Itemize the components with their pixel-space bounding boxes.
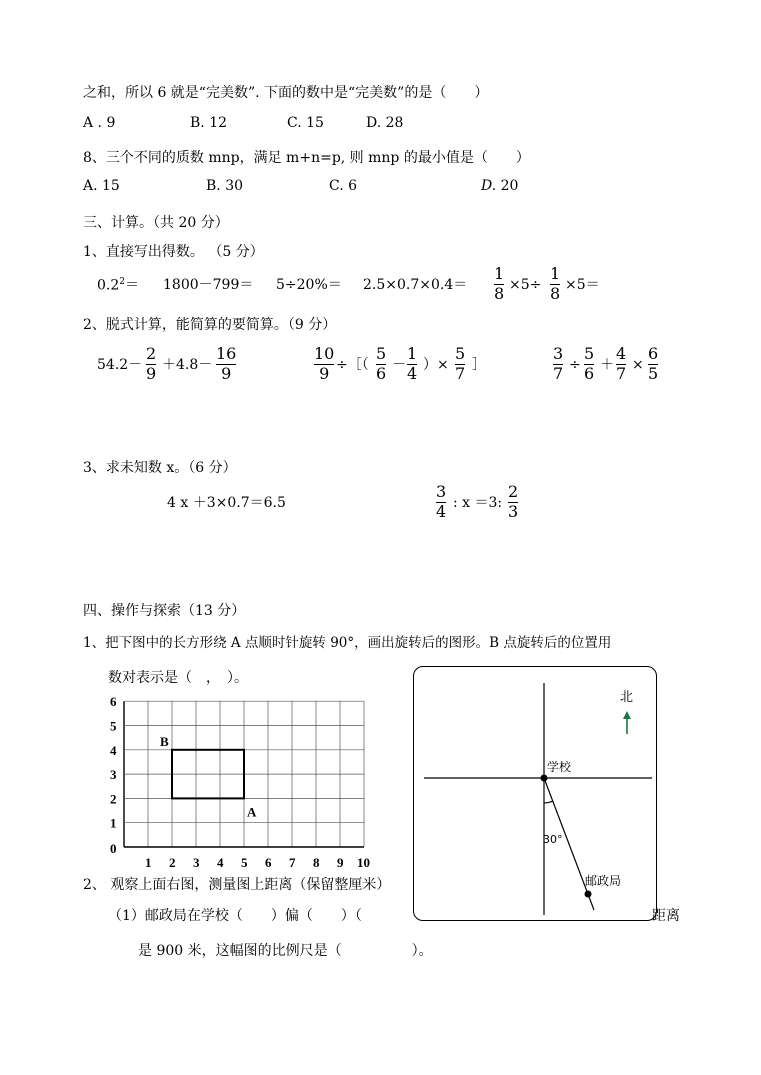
sec4-q1-line1: 1、把下图中的长方形绕 A 点顺时针旋转 90°，画出旋转后的图形。B 点旋转后的位置用 xyxy=(83,635,612,651)
mixed-1-a: 54.2－ xyxy=(97,357,143,373)
x-tick-label: 8 xyxy=(313,855,320,870)
fraction: 4 7 xyxy=(616,344,627,383)
equation-2: : x ＝3: xyxy=(453,495,503,511)
mixed-3-c: × xyxy=(632,357,644,373)
y-tick-label: 6 xyxy=(110,696,117,710)
q8-option-d[interactable] xyxy=(481,179,518,193)
q8-option-d-value: 20 xyxy=(500,178,519,194)
angle-label: 30° xyxy=(543,833,563,846)
x-tick-label: 9 xyxy=(337,855,344,870)
section4-title: 四、操作与探索（13 分） xyxy=(83,603,246,619)
fraction: 6 5 xyxy=(648,344,659,383)
x-tick-label: 4 xyxy=(217,855,224,870)
fraction: 2 9 xyxy=(146,344,157,383)
fraction: 3 7 xyxy=(553,344,564,383)
calc-expr-5-op2: ×5＝ xyxy=(565,277,600,293)
grid-tick-labels xyxy=(110,696,370,870)
q7-stem: 之和，所以 6 就是“完美数”. 下面的数中是“完美数”的是（ ） xyxy=(83,85,489,101)
school-dot[interactable] xyxy=(541,775,548,782)
calc-expr-1: $0.2^2=$ xyxy=(97,277,139,294)
y-tick-label: 3 xyxy=(110,767,117,783)
q8-option-c[interactable]: C. 6 xyxy=(329,178,358,194)
coordinate-grid[interactable] xyxy=(100,696,375,871)
q7-option-b[interactable]: B. 12 xyxy=(190,115,228,131)
school-label: 学校 xyxy=(547,760,572,774)
x-tick-label: 1 xyxy=(145,855,152,870)
angle-arc xyxy=(544,801,553,803)
fraction: 2 3 xyxy=(508,482,519,521)
north-arrow-head-icon xyxy=(623,711,631,719)
calc-expr-4: 2.5×0.7×0.4＝ xyxy=(363,277,468,293)
fraction: 5 6 xyxy=(376,344,387,383)
fraction: 5 6 xyxy=(584,344,595,383)
fraction: 1 8 xyxy=(550,264,561,303)
x-tick-label: 3 xyxy=(193,855,200,870)
calc-expr-2: 1800－799＝ xyxy=(163,277,254,293)
y-tick-label: 1 xyxy=(110,815,117,831)
fraction: 1 4 xyxy=(407,344,418,383)
fraction: 16 9 xyxy=(216,344,237,383)
direction-map xyxy=(413,666,657,921)
x-tick-label: 7 xyxy=(289,855,296,870)
sec4-q1-line2: 数对表示是（ ， ）。 xyxy=(108,670,248,686)
north-label: 北 xyxy=(620,690,634,705)
mixed-2-a: ÷［（ xyxy=(336,357,369,373)
x-tick-label: 5 xyxy=(241,855,248,870)
q8-option-d-letter: D. xyxy=(481,178,497,194)
y-tick-label: 2 xyxy=(110,791,117,807)
calc-expr-5-op1: ×5÷ xyxy=(509,277,542,293)
x-tick-label: 6 xyxy=(265,855,272,870)
mixed-3-b: ＋ xyxy=(600,357,614,373)
mixed-2-d: ］ xyxy=(472,357,486,373)
fraction: 5 7 xyxy=(455,344,466,383)
equation-1: 4 x ＋3×0.7＝6.5 xyxy=(167,495,286,511)
mixed-1-b: ＋4.8－ xyxy=(162,357,213,373)
sec4-q2-1-tail: 距离 xyxy=(652,908,680,924)
q7-option-d[interactable]: D. 28 xyxy=(366,115,404,131)
fraction: 3 4 xyxy=(436,482,447,521)
q8-stem: 8、三个不同的质数 mnp，满足 m+n=p, 则 mnp 的最小值是（ ） xyxy=(83,150,530,166)
sec3-sub2: 2、脱式计算，能简算的要简算。（9 分） xyxy=(83,317,337,333)
post-office-dot[interactable] xyxy=(585,891,592,898)
mixed-2-c: ）× xyxy=(423,357,449,373)
fraction: 1 8 xyxy=(494,264,505,303)
q8-option-b[interactable]: B. 30 xyxy=(206,178,244,194)
y-tick-label: 5 xyxy=(110,718,117,734)
point-b-label: B xyxy=(160,733,169,749)
sec4-q2-1: （1）邮政局在学校（ ）偏（ ）（ xyxy=(108,908,362,924)
sec4-q2: 2、 观察上面右图，测量图上距离（保留整厘米） xyxy=(83,877,391,893)
sec4-q2-2: 是 900 米，这幅图的比例尺是（ ）。 xyxy=(138,943,433,959)
sec3-sub3: 3、求未知数 x。（6 分） xyxy=(83,460,237,476)
x-tick-label: 0 xyxy=(110,841,117,856)
q8-option-a[interactable]: A. 15 xyxy=(83,178,120,194)
post-office-label: 邮政局 xyxy=(585,874,622,888)
mixed-3-a: ÷ xyxy=(569,357,581,373)
x-tick-label: 10 xyxy=(357,855,370,870)
q7-option-a[interactable]: A . 9 xyxy=(83,115,116,131)
calc-expr-3: 5÷20%＝ xyxy=(276,277,342,293)
section3-title: 三、计算。（共 20 分） xyxy=(83,215,229,231)
point-a-label: A xyxy=(247,804,257,820)
fraction: 10 9 xyxy=(314,344,335,383)
q7-option-c[interactable]: C. 15 xyxy=(287,115,324,131)
sec3-sub1: 1、直接写出得数。 （5 分） xyxy=(83,244,264,260)
mixed-2-b: － xyxy=(392,357,406,373)
x-tick-label: 2 xyxy=(169,855,176,870)
y-tick-label: 4 xyxy=(110,742,117,758)
